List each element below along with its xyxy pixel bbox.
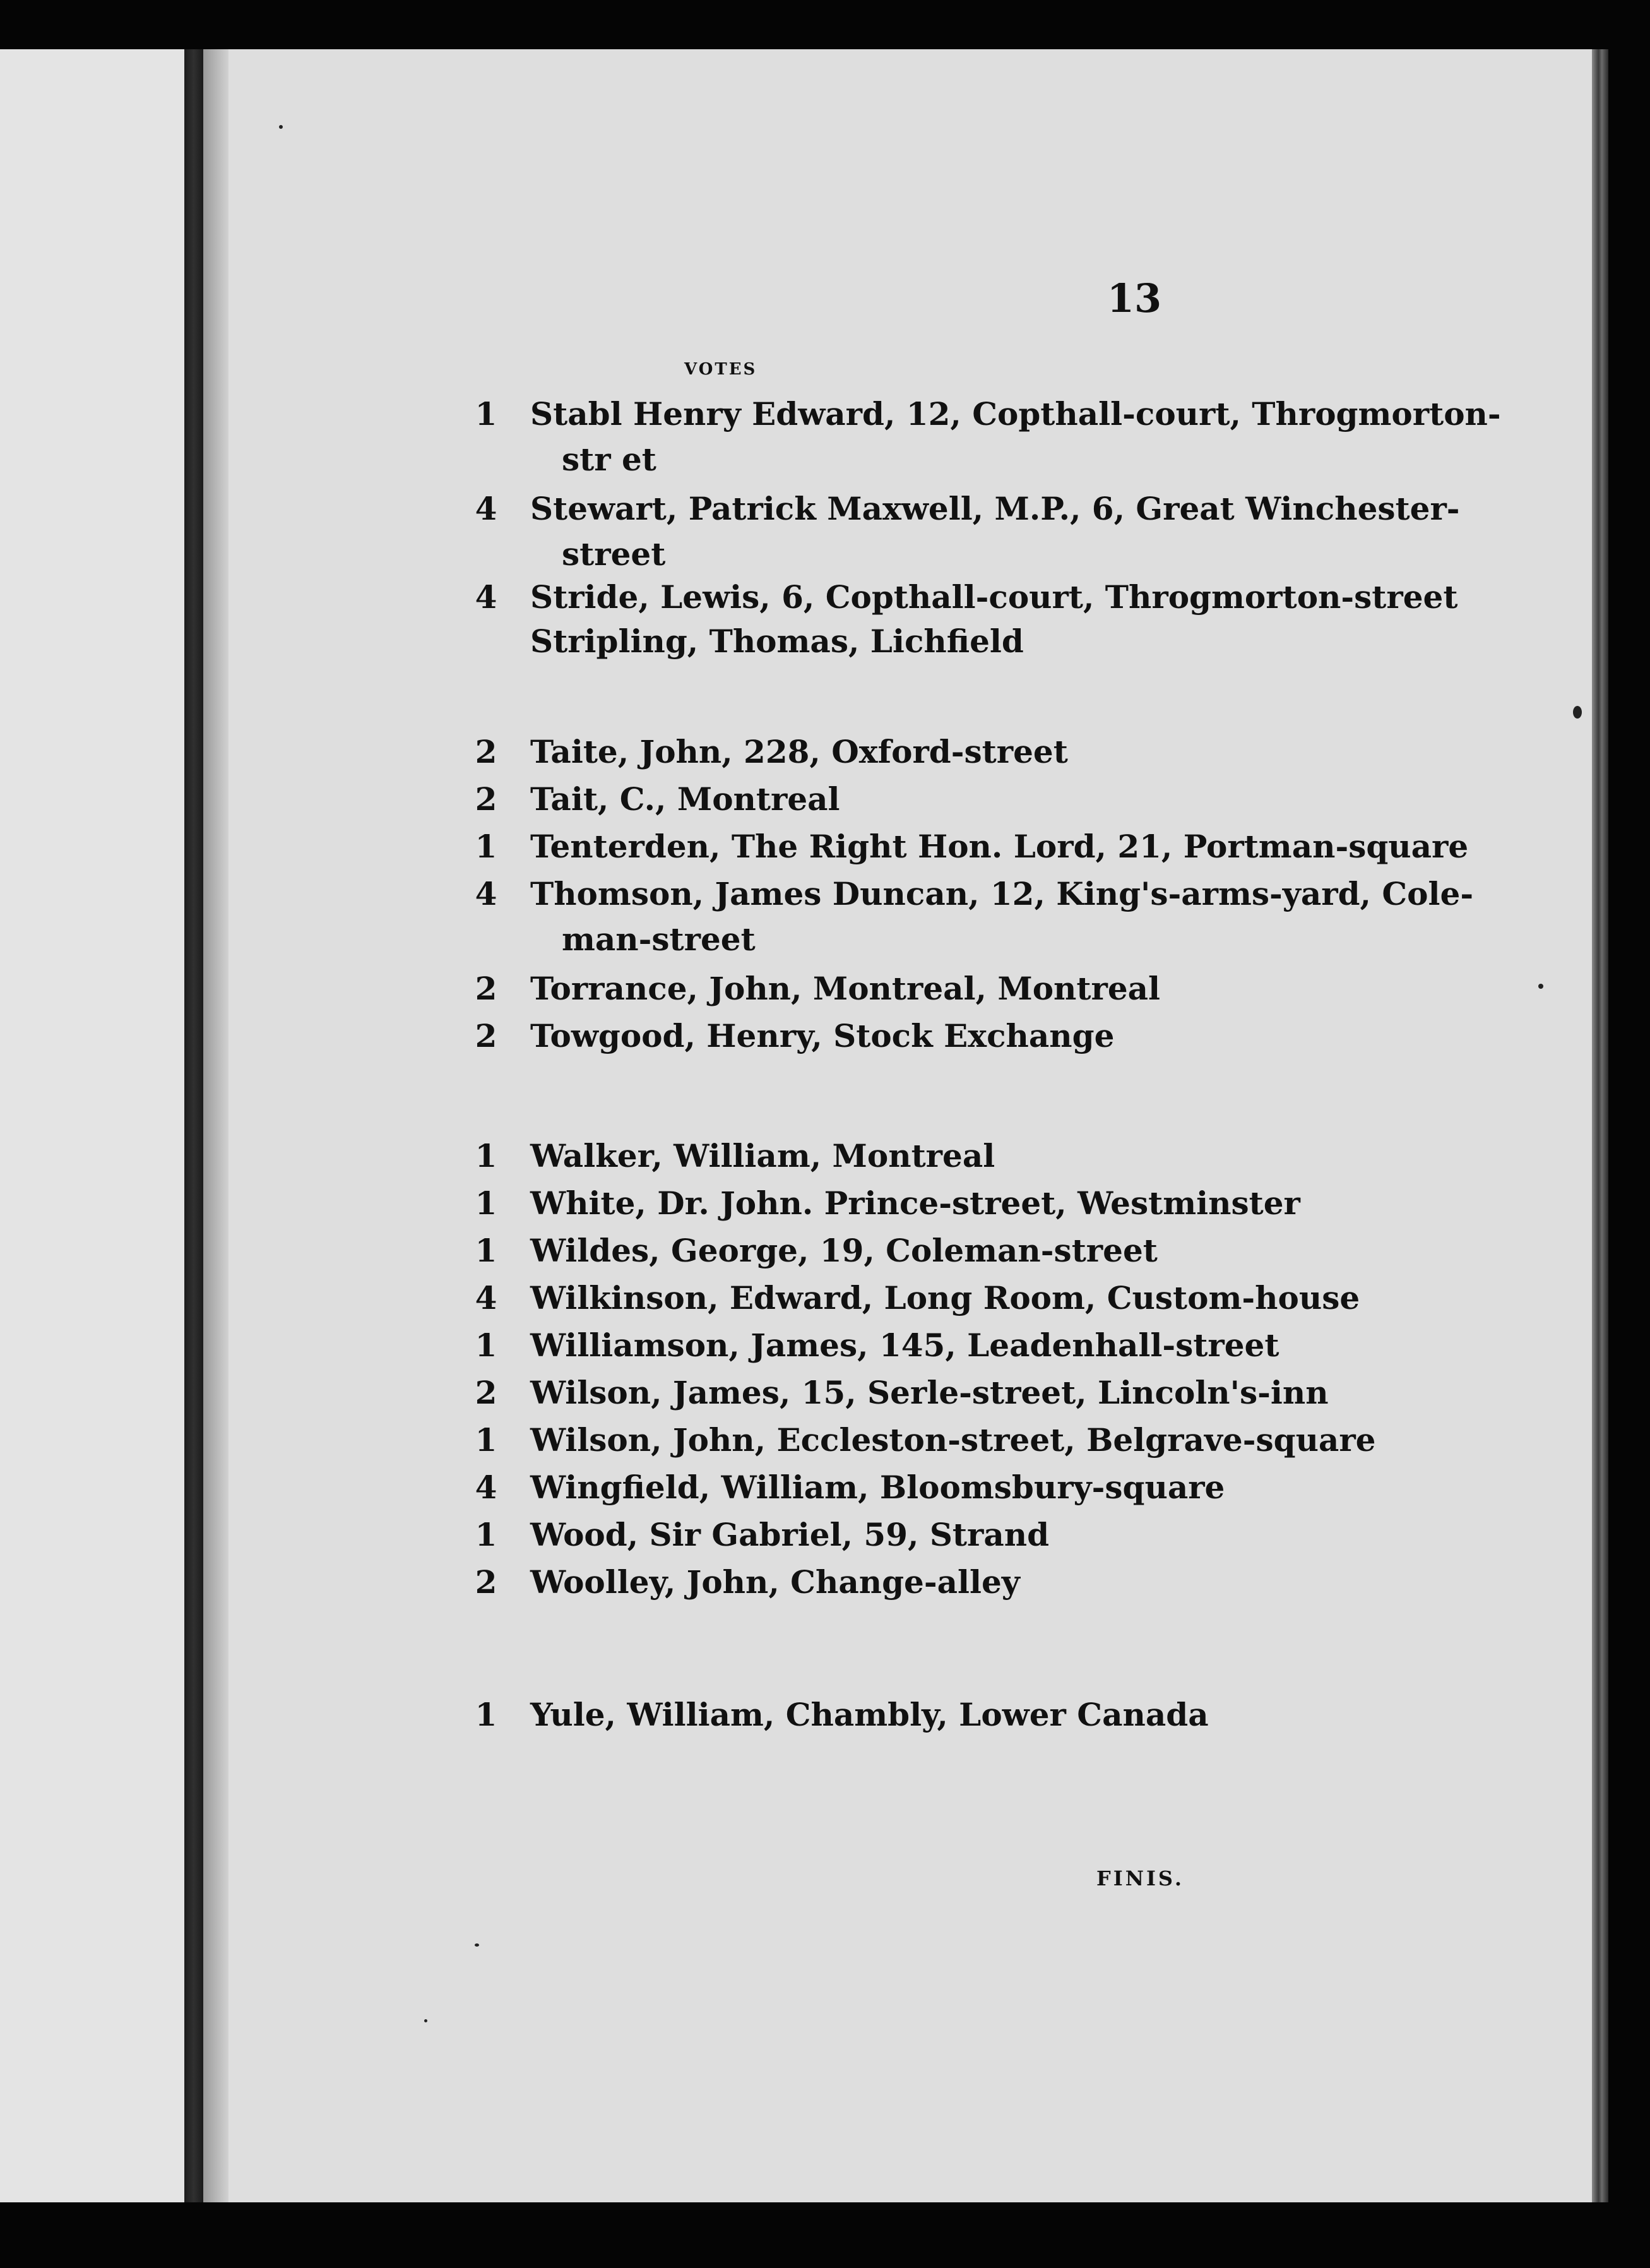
subscriber-entry: Williamson, James, 145, Leadenhall-street [530,1327,1279,1364]
vote-count: 2 [475,970,497,1007]
subscriber-entry-continuation: str et [562,441,656,478]
subscriber-entry: Wood, Sir Gabriel, 59, Strand [530,1516,1050,1553]
facing-page [0,49,184,2202]
vote-count: 2 [475,1563,497,1601]
vote-count: 4 [475,1469,497,1506]
votes-column-header: VOTES [684,360,757,379]
ink-speck [424,2019,427,2022]
vote-count: 1 [475,1185,497,1222]
subscriber-entry: Stabl Henry Edward, 12, Copthall-court, Throgmorton- [530,395,1501,433]
ink-speck [475,1943,479,1947]
subscriber-entry: Tenterden, The Right Hon. Lord, 21, Portman-square [530,828,1469,865]
ink-speck [1573,706,1582,719]
vote-count: 4 [475,578,497,616]
subscriber-entry-continuation: street [562,535,666,573]
vote-count: 1 [475,1421,497,1459]
vote-count: 4 [475,875,497,912]
subscriber-entry: Wilson, John, Eccleston-street, Belgrave-square [530,1421,1376,1459]
subscriber-entry: Woolley, John, Change-alley [530,1563,1020,1601]
page-edge [1592,49,1608,2202]
subscriber-entry: Thomson, James Duncan, 12, King's-arms-yard, Cole- [530,875,1474,912]
vote-count: 2 [475,780,497,818]
page-number: 13 [1107,275,1162,321]
subscriber-entry: Stewart, Patrick Maxwell, M.P., 6, Great Winchester- [530,490,1460,527]
subscriber-entry: Wilson, James, 15, Serle-street, Lincoln's-inn [530,1374,1329,1411]
vote-count: 1 [475,1137,497,1174]
vote-count: 4 [475,1279,497,1316]
vote-count: 1 [475,1232,497,1269]
vote-count: 1 [475,395,497,433]
subscriber-entry: Yule, William, Chambly, Lower Canada [530,1696,1209,1733]
subscriber-entry: Wilkinson, Edward, Long Room, Custom-house [530,1279,1360,1316]
vote-count: 4 [475,490,497,527]
vote-count: 2 [475,1374,497,1411]
subscriber-entry: Walker, William, Montreal [530,1137,995,1174]
subscriber-entry-continuation: man-street [562,921,756,958]
ink-speck [279,125,283,129]
subscriber-entry: Stride, Lewis, 6, Copthall-court, Throgmorton-street [530,578,1458,616]
subscriber-entry: Tait, C., Montreal [530,780,840,818]
page [229,49,1592,2202]
ink-speck [1538,984,1543,989]
book-gutter [184,49,203,2202]
subscriber-entry: Towgood, Henry, Stock Exchange [530,1017,1115,1054]
vote-count: 2 [475,733,497,770]
vote-count: 1 [475,1516,497,1553]
vote-count: 2 [475,1017,497,1054]
subscriber-entry: Wildes, George, 19, Coleman-street [530,1232,1158,1269]
vote-count: 1 [475,1327,497,1364]
finis-label: FINIS. [1096,1866,1185,1890]
subscriber-entry: Torrance, John, Montreal, Montreal [530,970,1161,1007]
subscriber-entry: Taite, John, 228, Oxford-street [530,733,1068,770]
vote-count: 1 [475,1696,497,1733]
subscriber-entry: White, Dr. John. Prince-street, Westminster [530,1185,1300,1222]
vote-count: 1 [475,828,497,865]
subscriber-entry: Stripling, Thomas, Lichfield [530,623,1024,660]
gutter-shadow [203,49,229,2202]
subscriber-entry: Wingfield, William, Bloomsbury-square [530,1469,1225,1506]
